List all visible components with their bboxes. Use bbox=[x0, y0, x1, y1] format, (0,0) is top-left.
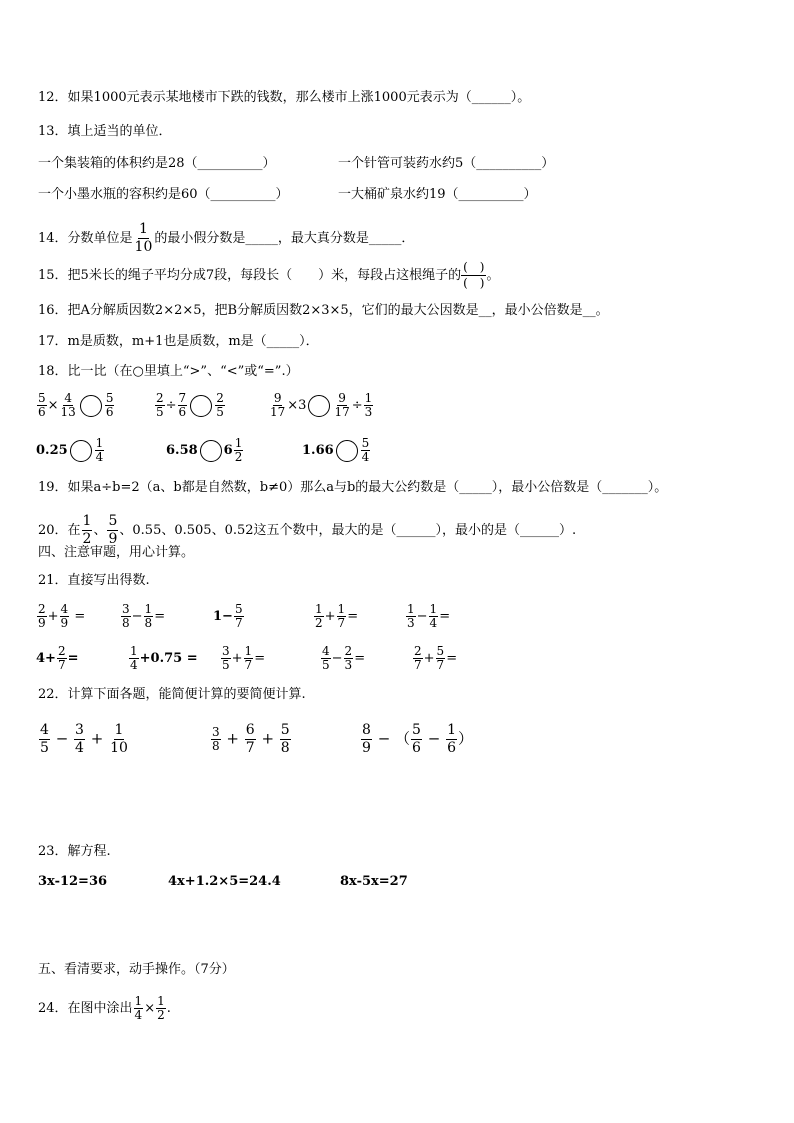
q21-item: $\frac{1}{2}$ + $\frac{1}{7}$ = bbox=[315, 602, 359, 630]
num: 2 bbox=[344, 644, 353, 658]
num: 1 bbox=[234, 436, 243, 450]
frac bbox=[333, 392, 350, 419]
num: 2 bbox=[57, 644, 66, 658]
den: 6 bbox=[178, 405, 187, 419]
decimal: 6.58 bbox=[166, 443, 198, 458]
q20-post: 、0.55、0.505、0.52这五个数中，最大的是（______），最小的是（______）. bbox=[119, 523, 577, 538]
frac bbox=[436, 645, 446, 672]
q23-title: 23．解方程. bbox=[38, 844, 111, 859]
operator: ×3 bbox=[287, 398, 307, 413]
den: 5 bbox=[156, 405, 164, 419]
num: 1 bbox=[134, 994, 143, 1008]
q21-item: $\frac{2}{7}$ + $\frac{5}{7}$ = bbox=[414, 644, 458, 672]
q21-item: $\frac{2}{9}$ + $\frac{4}{9}$ = bbox=[38, 602, 86, 630]
den: 4 bbox=[130, 658, 138, 672]
den: 8 bbox=[212, 739, 220, 753]
num: 3 bbox=[122, 602, 130, 616]
num: 9 bbox=[338, 391, 346, 405]
num: 5 bbox=[436, 644, 445, 658]
num: 1 bbox=[244, 644, 253, 658]
den: 9 bbox=[108, 531, 118, 547]
den: 7 bbox=[244, 658, 253, 672]
frac bbox=[429, 603, 439, 630]
num: 6 bbox=[245, 722, 255, 738]
num: 5 bbox=[105, 391, 114, 405]
num: 5 bbox=[108, 513, 118, 529]
den: 5 bbox=[222, 658, 230, 672]
den: 4 bbox=[429, 616, 438, 630]
frac bbox=[245, 722, 256, 757]
q21-item: $\frac{1}{3}$ − $\frac{1}{4}$ = bbox=[407, 602, 451, 630]
num: 3 bbox=[75, 722, 84, 738]
q14-post: 的最小假分数是_____，最大真分数是_____． bbox=[154, 231, 415, 246]
den: 7 bbox=[337, 616, 346, 630]
frac bbox=[39, 722, 50, 757]
q23-equation-3: 8x-5x=27 bbox=[340, 874, 408, 889]
den: 13 bbox=[60, 405, 76, 419]
frac bbox=[215, 392, 225, 419]
q22-expr-3: $\frac{8}{9}$ − （ $\frac{5}{6}$ − $\frac{1}{6}$ ） bbox=[362, 722, 473, 756]
frac bbox=[105, 392, 115, 419]
q23-equation-2: 4x+1.2×5=24.4 bbox=[168, 874, 281, 889]
den: 7 bbox=[245, 740, 255, 756]
frac bbox=[314, 603, 324, 630]
num: 5 bbox=[38, 391, 46, 405]
frac bbox=[321, 645, 331, 672]
decimal: 0.25 bbox=[36, 443, 68, 458]
answer-circle[interactable] bbox=[190, 395, 212, 417]
q22-expr-2: $\frac{3}{8}$ + $\frac{6}{7}$ + $\frac{5}{8}$ bbox=[212, 722, 290, 756]
den: 3 bbox=[407, 616, 415, 630]
frac bbox=[406, 603, 416, 630]
q21-item: $\frac{3}{8}$ − $\frac{1}{8}$ = bbox=[122, 602, 166, 630]
frac bbox=[178, 392, 188, 419]
q24-pre: 24．在图中涂出 bbox=[38, 1001, 133, 1016]
frac bbox=[109, 722, 129, 757]
frac bbox=[211, 726, 221, 753]
frac bbox=[60, 603, 70, 630]
num: 5 bbox=[280, 722, 290, 738]
num: 3 bbox=[222, 644, 230, 658]
num: 1 bbox=[114, 722, 124, 738]
frac bbox=[361, 437, 371, 464]
q21-item: 4+ $\frac{2}{7}$ = bbox=[36, 644, 79, 672]
frac bbox=[37, 392, 47, 419]
den: 8 bbox=[280, 740, 290, 756]
q14-num: 1 bbox=[139, 221, 148, 237]
frac bbox=[107, 513, 118, 548]
q21-title: 21．直接写出得数. bbox=[38, 573, 150, 588]
den: 7 bbox=[436, 658, 445, 672]
den: 4 bbox=[361, 450, 370, 464]
frac bbox=[337, 603, 347, 630]
den: 6 bbox=[412, 740, 421, 756]
frac bbox=[144, 603, 154, 630]
num: 1 bbox=[157, 994, 165, 1008]
q15-pre: 15．把5米长的绳子平均分成7段，每段长（ ）米，每段占这根绳子的 bbox=[38, 268, 462, 283]
q18-title: 18．比一比（在○里填上“>”、“<”或“=”.） bbox=[38, 364, 299, 379]
num: 7 bbox=[178, 391, 187, 405]
den: 10 bbox=[110, 740, 128, 756]
num: 1 bbox=[407, 602, 415, 616]
num: 1 bbox=[130, 644, 138, 658]
num: 4 bbox=[60, 602, 69, 616]
num: 8 bbox=[362, 722, 371, 738]
decimal: 1.66 bbox=[302, 443, 334, 458]
den: 3 bbox=[344, 658, 353, 672]
whole: 6 bbox=[223, 442, 233, 458]
num: 1 bbox=[447, 722, 456, 738]
num: 1 bbox=[82, 513, 92, 529]
q21-item: 1− $\frac{5}{7}$ bbox=[213, 602, 243, 630]
frac bbox=[155, 392, 165, 419]
q14-fraction bbox=[134, 221, 154, 256]
q13-title: 13．填上适当的单位． bbox=[38, 124, 172, 139]
q22-title: 22．计算下面各题，能简便计算的要简便计算. bbox=[38, 687, 306, 702]
den: 7 bbox=[234, 616, 243, 630]
q13-item-b: 一个针管可装药水约5（__________） bbox=[338, 156, 555, 171]
q14-den: 10 bbox=[134, 239, 153, 255]
q21-item: $\frac{4}{5}$ − $\frac{2}{3}$ = bbox=[322, 644, 366, 672]
q14-pre: 14．分数单位是 bbox=[38, 231, 133, 246]
frac bbox=[234, 437, 244, 464]
den: 5 bbox=[40, 740, 49, 756]
den: 2 bbox=[157, 1008, 165, 1022]
q24 bbox=[38, 995, 171, 1022]
num: 2 bbox=[156, 391, 164, 405]
frac bbox=[82, 513, 93, 548]
num: 4 bbox=[40, 722, 49, 738]
operator: × bbox=[144, 1001, 156, 1016]
num: 9 bbox=[273, 391, 282, 405]
frac bbox=[234, 603, 244, 630]
answer-circle[interactable] bbox=[80, 395, 102, 417]
q15-den: ( ) bbox=[463, 276, 485, 290]
frac bbox=[95, 437, 105, 464]
num: 2 bbox=[38, 602, 46, 616]
q20 bbox=[38, 513, 576, 548]
q23-equation-1: 3x-12=36 bbox=[38, 874, 108, 889]
frac bbox=[74, 722, 85, 757]
q18-compare-4 bbox=[36, 437, 105, 464]
den: 5 bbox=[322, 658, 330, 672]
operator: ÷ bbox=[165, 398, 177, 413]
den: 9 bbox=[38, 616, 46, 630]
den: 17 bbox=[334, 405, 350, 419]
frac bbox=[411, 722, 422, 757]
num: 4 bbox=[64, 391, 72, 405]
q18-compare-3 bbox=[268, 392, 374, 419]
q15-num: ( ) bbox=[463, 260, 485, 274]
frac bbox=[413, 645, 423, 672]
section-5-heading: 五、看清要求，动手操作。（7分） bbox=[38, 962, 235, 977]
q16: 16．把A分解质因数2×2×5，把B分解质因数2×3×5，它们的最大公因数是__，最小公倍数是__。 bbox=[38, 303, 609, 318]
q13-item-c: 一个小墨水瓶的容积约是60（__________） bbox=[38, 187, 289, 202]
q15 bbox=[38, 260, 499, 291]
q13-item-a: 一个集装箱的体积约是28（__________） bbox=[38, 156, 276, 171]
den: 4 bbox=[95, 450, 104, 464]
q15-fraction bbox=[461, 260, 486, 291]
q24-post: . bbox=[166, 1001, 171, 1016]
frac bbox=[134, 995, 144, 1022]
num: 5 bbox=[412, 722, 421, 738]
den: 7 bbox=[57, 658, 66, 672]
den: 6 bbox=[447, 740, 456, 756]
q14 bbox=[38, 221, 414, 256]
answer-circle[interactable] bbox=[308, 395, 330, 417]
den: 9 bbox=[60, 616, 69, 630]
frac bbox=[361, 722, 372, 757]
den: 6 bbox=[105, 405, 114, 419]
den: 2 bbox=[315, 616, 323, 630]
frac bbox=[280, 722, 291, 757]
den: 8 bbox=[144, 616, 153, 630]
frac bbox=[269, 392, 286, 419]
num: 2 bbox=[216, 391, 224, 405]
q18-compare-2 bbox=[154, 392, 226, 419]
q21-item: $\frac{1}{4}$ +0.75 = bbox=[130, 644, 198, 672]
frac bbox=[121, 603, 131, 630]
den: 2 bbox=[234, 450, 243, 464]
operator: ÷ bbox=[351, 398, 363, 413]
frac bbox=[364, 392, 374, 419]
den: 9 bbox=[362, 740, 371, 756]
q20-pre: 20．在 bbox=[38, 523, 81, 538]
num: 1 bbox=[337, 602, 346, 616]
den: 4 bbox=[134, 1008, 143, 1022]
q21-item: $\frac{3}{5}$ + $\frac{1}{7}$ = bbox=[222, 644, 266, 672]
q18-compare-5 bbox=[166, 437, 244, 464]
q18-compare-1 bbox=[36, 392, 115, 419]
answer-circle[interactable] bbox=[200, 440, 222, 462]
num: 2 bbox=[414, 644, 422, 658]
answer-circle[interactable] bbox=[336, 440, 358, 462]
num: 5 bbox=[234, 602, 243, 616]
frac bbox=[129, 645, 139, 672]
separator: 、 bbox=[93, 523, 107, 538]
frac bbox=[60, 392, 77, 419]
num: 5 bbox=[361, 436, 370, 450]
den: 2 bbox=[82, 531, 92, 547]
q13-item-d: 一大桶矿泉水约19（__________） bbox=[338, 187, 537, 202]
answer-circle[interactable] bbox=[70, 440, 92, 462]
q15-post: 。 bbox=[486, 268, 500, 283]
frac bbox=[446, 722, 457, 757]
mixed-number bbox=[224, 437, 245, 464]
den: 17 bbox=[270, 405, 286, 419]
q19: 19．如果a÷b=2（a、b都是自然数，b≠0）那么a与b的最大公约数是（_____），最小公倍数是（_______）。 bbox=[38, 480, 668, 495]
den: 8 bbox=[122, 616, 130, 630]
frac bbox=[156, 995, 166, 1022]
den: 7 bbox=[414, 658, 422, 672]
den: 3 bbox=[364, 405, 373, 419]
frac bbox=[221, 645, 231, 672]
num: 1 bbox=[364, 391, 373, 405]
q17: 17．m是质数，m+1也是质数，m是（_____）． bbox=[38, 334, 319, 349]
frac bbox=[37, 603, 47, 630]
q22-expr-1: $\frac{4}{5}$ − $\frac{3}{4}$ + $\frac{1}{10}$ bbox=[40, 722, 128, 756]
frac bbox=[344, 645, 354, 672]
num: 4 bbox=[322, 644, 330, 658]
den: 5 bbox=[216, 405, 224, 419]
num: 1 bbox=[429, 602, 438, 616]
den: 4 bbox=[75, 740, 84, 756]
num: 1 bbox=[144, 602, 153, 616]
num: 1 bbox=[95, 436, 104, 450]
den: 6 bbox=[38, 405, 46, 419]
section-4-heading: 四、注意审题，用心计算。 bbox=[38, 545, 195, 560]
frac bbox=[57, 645, 67, 672]
frac bbox=[244, 645, 254, 672]
q12: 12．如果1000元表示某地楼市下跌的钱数，那么楼市上涨1000元表示为（______）。 bbox=[38, 90, 531, 105]
num: 3 bbox=[212, 725, 220, 739]
q18-compare-6 bbox=[302, 437, 371, 464]
num: 1 bbox=[315, 602, 323, 616]
operator: × bbox=[47, 398, 59, 413]
